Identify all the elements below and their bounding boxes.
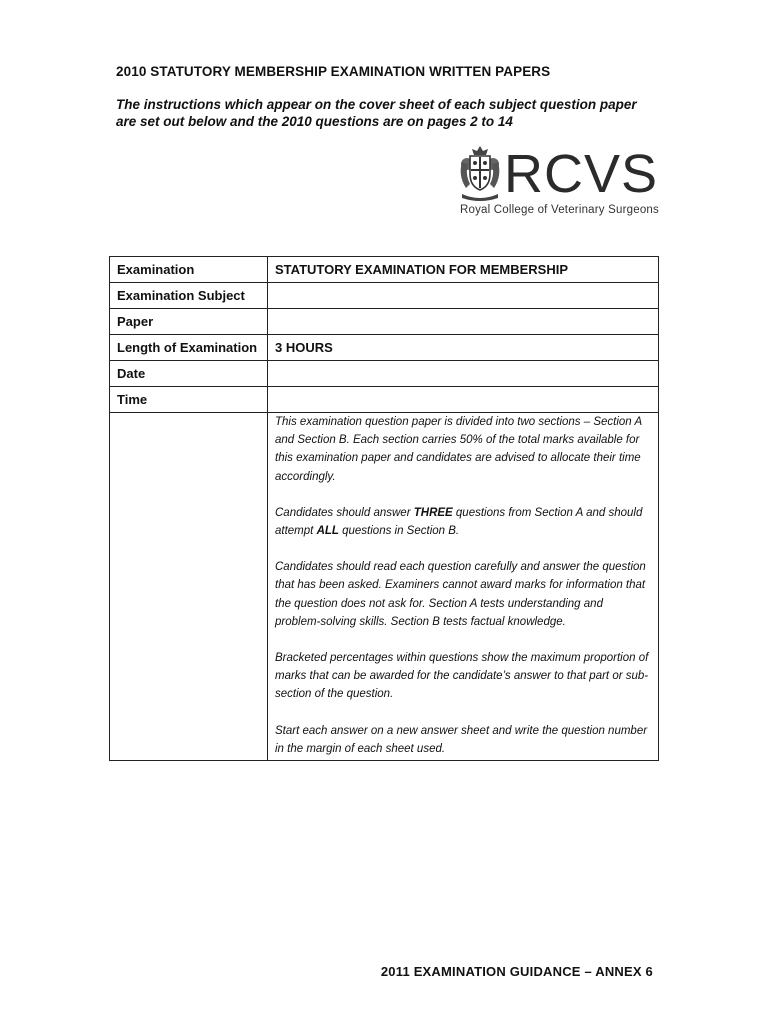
instruction-text: questions from Section A and should attempt xyxy=(275,506,643,538)
intro-text: The instructions which appear on the cover sheet of each subject question paper are set out below and the 2010 questions are on pages 2 to 14 xyxy=(116,97,637,129)
table-row xyxy=(110,309,659,335)
table-row xyxy=(110,361,659,387)
row-label: Examination Subject xyxy=(110,283,268,309)
table-row xyxy=(110,335,659,361)
crest-icon xyxy=(458,144,502,202)
row-value xyxy=(268,309,659,335)
instruction-sections: This examination question paper is divided into two sections – Section A and Section B. Each section carries 50% of the total marks available for this examination paper and candidates are advised to allocate their time accordingly. xyxy=(275,416,642,483)
document-heading: 2010 STATUTORY MEMBERSHIP EXAMINATION WRITTEN PAPERS xyxy=(116,64,551,79)
table-row xyxy=(110,387,659,413)
instruction-text: Candidates should answer xyxy=(275,506,414,519)
instruction-emphasis: THREE xyxy=(413,506,453,519)
row-label: Time xyxy=(110,387,268,413)
instructions-cell xyxy=(268,413,659,761)
row-value xyxy=(268,283,659,309)
row-value: STATUTORY EXAMINATION FOR MEMBERSHIP xyxy=(268,257,659,283)
table-row xyxy=(110,257,659,283)
exam-cover-table xyxy=(109,256,659,761)
row-value: 3 HOURS xyxy=(268,335,659,361)
instructions-blank-cell xyxy=(110,413,268,761)
instruction-reading: Candidates should read each question carefully and answer the question that has been asked. Examiners cannot award marks for information that the question does not ask for. Section A tests understanding and problem-solving skills. Section B tests factual knowledge. xyxy=(275,561,646,628)
logo-wordmark: RCVS xyxy=(504,144,659,204)
row-label: Paper xyxy=(110,309,268,335)
row-value xyxy=(268,387,659,413)
row-label: Examination xyxy=(110,257,268,283)
logo-tagline: Royal College of Veterinary Surgeons xyxy=(460,204,659,216)
rcvs-logo xyxy=(458,144,668,220)
instructions-row xyxy=(110,413,659,761)
page-footer: 2011 EXAMINATION GUIDANCE – ANNEX 6 xyxy=(380,964,653,979)
row-value xyxy=(268,361,659,387)
instruction-percentages: Bracketed percentages within questions show the maximum proportion of marks that can be awarded for the candidate’s answer to that part or sub-section of the question. xyxy=(275,652,649,701)
instruction-answer-sheets: Start each answer on a new answer sheet and write the question number in the margin of each sheet used. xyxy=(275,724,648,755)
instruction-text: questions in Section B. xyxy=(338,525,460,538)
table-row xyxy=(110,283,659,309)
row-label: Length of Examination xyxy=(110,335,268,361)
instruction-emphasis: ALL xyxy=(316,525,339,538)
row-label: Date xyxy=(110,361,268,387)
instruction-questions xyxy=(275,504,651,540)
